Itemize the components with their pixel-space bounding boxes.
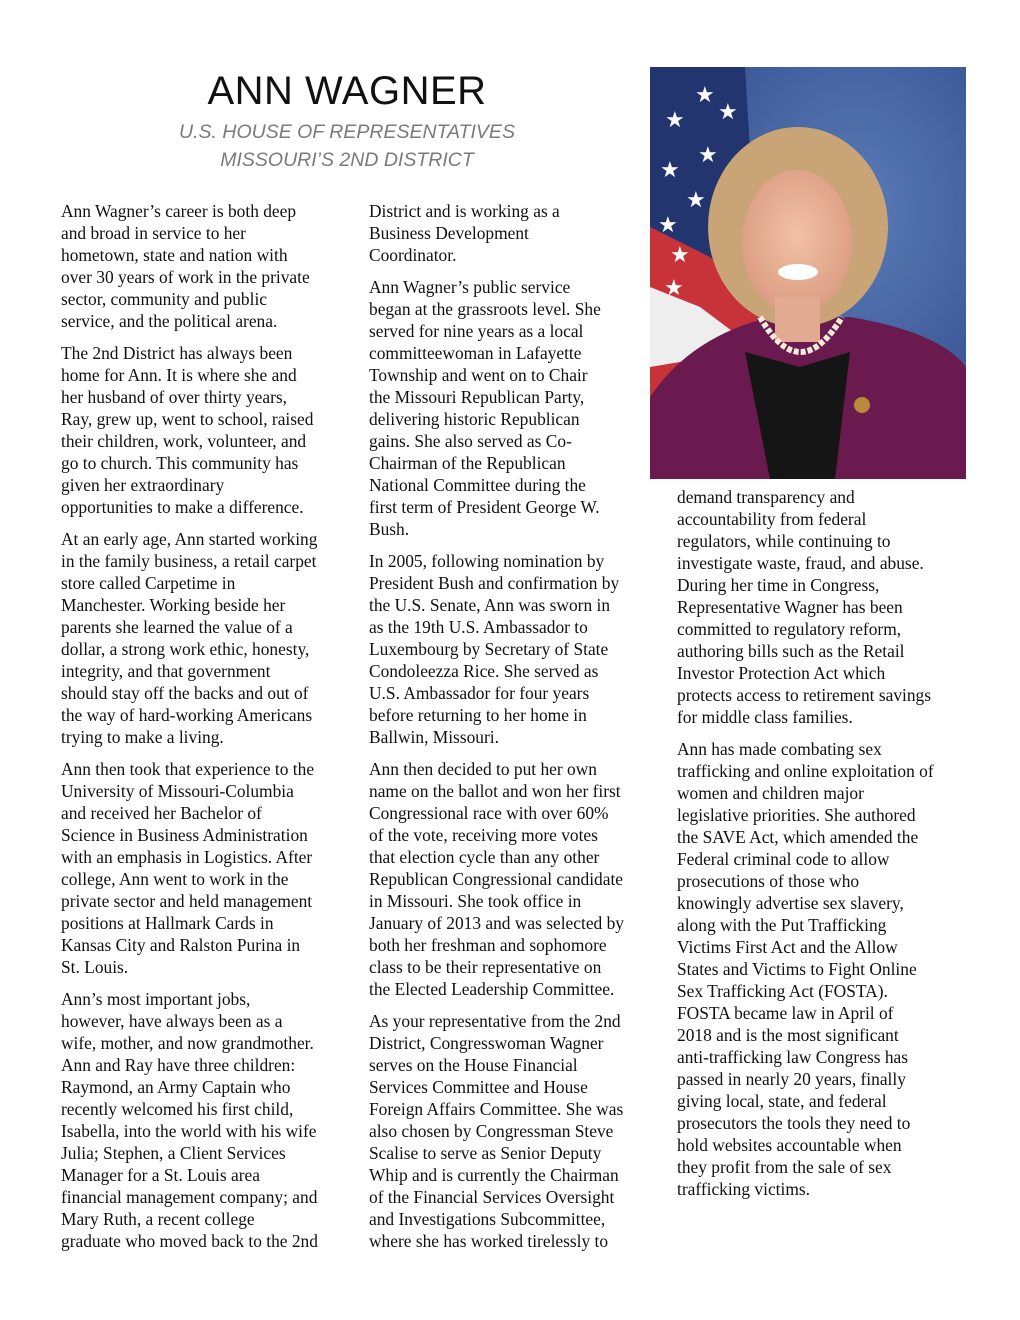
svg-text:★: ★ xyxy=(658,213,678,238)
bio-paragraph: Ann has made combating sex trafficking and online exploitation of women and children major legislative priorities. She authored the SAVE Act, which amended the Federal criminal code to allow prosecutions of those who knowingly advertise sex slavery, along with the Put Trafficking Victims First Act and the Allow States and Victims to Fight Online Sex Trafficking Act (FOSTA). FOSTA became law in April of 2018 and is the most significant anti-trafficking law Congress has passed in nearly 20 years, finally giving local, state, and federal prosecutors the tools they need to hold websites accountable when they profit from the sale of sex trafficking victims. xyxy=(677,739,934,1199)
bio-paragraph: District and is working as a Business Development Coordinator. xyxy=(369,201,560,265)
portrait-photo xyxy=(650,67,966,479)
svg-text:★: ★ xyxy=(718,100,738,125)
svg-text:★: ★ xyxy=(664,276,684,301)
bio-paragraph: As your representative from the 2nd District, Congresswoman Wagner serves on the House Financial Services Committee and House Foreign Affairs Committee. She was also chosen by Congressman Steve Scalise to serve as Senior Deputy Whip and is currently the Chairman of the Financial Services Oversight and Investigations Subcommittee, where she has worked tirelessly to xyxy=(369,1011,624,1251)
svg-text:★: ★ xyxy=(686,188,706,213)
page-title: ANN WAGNER xyxy=(207,69,487,113)
svg-text:★: ★ xyxy=(698,143,718,168)
svg-text:★: ★ xyxy=(660,158,680,183)
subtitle-district: MISSOURI’S 2ND DISTRICT xyxy=(220,149,474,171)
text-column-2 xyxy=(369,200,624,1262)
svg-text:★: ★ xyxy=(695,83,715,108)
bio-paragraph: Ann’s most important jobs, however, have always been as a wife, mother, and now grandmother. Ann and Ray have three children: Raymond, an Army Captain who recently welcomed his first child, Isabella, into the world with his wife Julia; Stephen, a Client Services Manager for a St. Louis area financial management company; and Mary Ruth, a recent college graduate who moved back to the 2nd xyxy=(61,989,318,1251)
bio-paragraph: Ann then decided to put her own name on the ballot and won her first Congressional race with over 60% of the vote, receiving more votes that election cycle than any other Republican Congressional candidate in Missouri. She took office in January of 2013 and was selected by both her freshman and sophomore class to be their representative on the Elected Leadership Committee. xyxy=(369,759,624,999)
bio-paragraph: Ann Wagner’s career is both deep and broad in service to her hometown, state and nation with over 30 years of work in the private sector, community and public service, and the political arena. xyxy=(61,201,310,331)
bio-paragraph: demand transparency and accountability from federal regulators, while continuing to investigate waste, fraud, and abuse. During her time in Congress, Representative Wagner has been committed to regulatory reform, authoring bills such as the Retail Investor Protection Act which protects access to retirement savings for middle class families. xyxy=(677,487,932,727)
bio-paragraph: Ann Wagner’s public service began at the grassroots level. She served for nine years as a local committeewoman in Lafayette Township and went on to Chair the Missouri Republican Party, delivering historic Republican gains. She also served as Co- Chairman of the Republican National Committee during the first term of President George W. Bush. xyxy=(369,277,601,539)
text-column-3 xyxy=(677,486,934,1210)
svg-text:★: ★ xyxy=(670,243,690,268)
subtitle-office: U.S. HOUSE OF REPRESENTATIVES xyxy=(179,121,515,143)
bio-paragraph: Ann then took that experience to the University of Missouri-Columbia and received her Bachelor of Science in Business Administration with an emphasis in Logistics. After college, Ann went to work in the private sector and held management positions at Hallmark Cards in Kansas City and Ralston Purina in St. Louis. xyxy=(61,759,315,977)
bio-paragraph: The 2nd District has always been home for Ann. It is where she and her husband of over thirty years, Ray, grew up, went to school, raised their children, work, volunteer, and go to church. This community has given her extraordinary opportunities to make a difference. xyxy=(61,343,314,517)
text-column-1 xyxy=(61,200,318,1262)
bio-paragraph: In 2005, following nomination by President Bush and confirmation by the U.S. Senate, Ann was sworn in as the 19th U.S. Ambassador to Luxembourg by Secretary of State Condoleezza Rice. She served as U.S. Ambassador for four years before returning to her home in Ballwin, Missouri. xyxy=(369,551,620,747)
bio-paragraph: At an early age, Ann started working in the family business, a retail carpet store called Carpetime in Manchester. Working beside her parents she learned the value of a dollar, a strong work ethic, honesty, integrity, and that government should stay off the backs and out of the way of hard-working Americans trying to make a living. xyxy=(61,529,318,747)
svg-text:★: ★ xyxy=(665,108,685,133)
